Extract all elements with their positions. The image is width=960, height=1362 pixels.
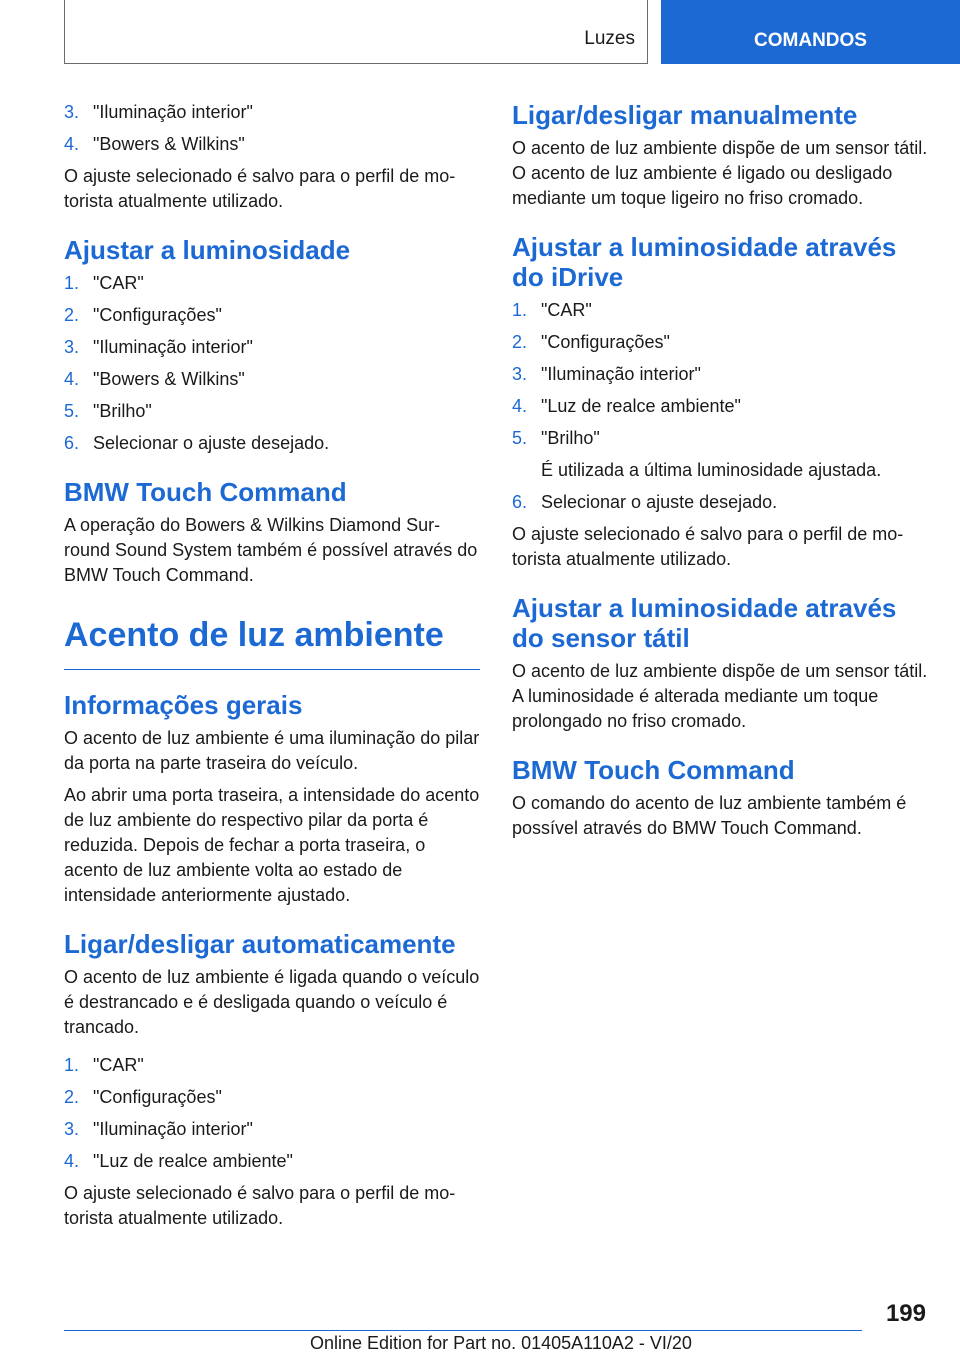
list-item bbox=[64, 1085, 480, 1110]
list-number: 4. bbox=[64, 1151, 80, 1171]
heading-automatic-on-off: Ligar/desligar automaticamente bbox=[64, 929, 456, 959]
list-number: 1. bbox=[512, 300, 528, 320]
heading-bmw-touch-command: BMW Touch Command bbox=[512, 755, 795, 785]
list-item bbox=[64, 100, 480, 125]
paragraph: O acento de luz ambiente dispõe de um sensor tátil. A luminosidade é alterada mediante um toque prolongado no friso cromado. bbox=[512, 661, 928, 731]
list-text: "CAR" bbox=[541, 300, 592, 320]
list-item bbox=[512, 394, 928, 419]
paragraph: A operação do Bowers & Wilkins Diamond Surround Sound System também é possível através do BMW Touch Command. bbox=[64, 515, 478, 585]
list-number: 1. bbox=[64, 1055, 80, 1075]
heading-brightness-touch-sensor: Ajustar a luminosidade através do sensor tátil bbox=[512, 593, 897, 653]
list-text: "Luz de realce ambiente" bbox=[541, 396, 741, 416]
list-number: 2. bbox=[64, 305, 80, 325]
list-text: "Brilho" bbox=[541, 428, 600, 448]
paragraph: O ajuste selecionado é salvo para o perfil de motorista atualmente utilizado. bbox=[64, 166, 456, 211]
list-item bbox=[64, 367, 480, 392]
list-text: "Iluminação interior" bbox=[93, 337, 253, 357]
paragraph: O ajuste selecionado é salvo para o perfil de motorista atualmente utilizado. bbox=[64, 1183, 456, 1228]
header-chapter-tab bbox=[661, 0, 960, 64]
list-text: "CAR" bbox=[93, 1055, 144, 1075]
list-item bbox=[64, 1053, 480, 1078]
list-item bbox=[64, 431, 480, 456]
list-number: 4. bbox=[64, 134, 80, 154]
list-item bbox=[64, 132, 480, 157]
header-section-box bbox=[64, 0, 648, 64]
footer-edition: Online Edition for Part no. 01405A110A2 - VI/20 bbox=[310, 1333, 692, 1353]
header-chapter-title: COMANDOS bbox=[754, 30, 867, 51]
list-item bbox=[64, 1117, 480, 1142]
list-text-group bbox=[541, 426, 881, 483]
list-text: "Iluminação interior" bbox=[541, 364, 701, 384]
list-text: "Configurações" bbox=[93, 1087, 222, 1107]
list-number: 6. bbox=[64, 433, 80, 453]
list-number: 6. bbox=[512, 492, 528, 512]
list-item bbox=[64, 271, 480, 296]
page-number: 199 bbox=[885, 1300, 926, 1327]
paragraph: O acento de luz ambiente é uma iluminação do pilar da porta na parte traseira do veículo. bbox=[64, 728, 480, 773]
list-number: 5. bbox=[512, 428, 528, 448]
header-section-title: Luzes bbox=[584, 28, 635, 49]
list-number: 1. bbox=[64, 273, 80, 293]
right-column bbox=[512, 100, 928, 848]
list-item bbox=[64, 399, 480, 424]
list-item bbox=[64, 335, 480, 360]
heading-adjust-brightness: Ajustar a luminosidade bbox=[64, 235, 351, 265]
heading-brightness-idrive: Ajustar a luminosidade através do iDrive bbox=[512, 232, 897, 292]
heading-bmw-touch-command: BMW Touch Command bbox=[64, 477, 347, 507]
paragraph: O acento de luz ambiente é ligada quando o veículo é destrancado e é desligada quando o veículo é trancado. bbox=[64, 967, 480, 1037]
heading-general-information: Informações gerais bbox=[64, 690, 303, 720]
list-item bbox=[512, 490, 928, 515]
paragraph: Ao abrir uma porta traseira, a intensidade do acento de luz ambiente do respectivo pilar da porta é reduzida. Depois de fechar a porta traseira, o acento de luz ambiente volta ao estado de intensidade anteriormente ajustado. bbox=[64, 785, 480, 905]
paragraph: O comando do acento de luz ambiente também é possível através do BMW Touch Command. bbox=[512, 793, 907, 838]
list-item bbox=[64, 303, 480, 328]
list-number: 5. bbox=[64, 401, 80, 421]
list-text: "Iluminação interior" bbox=[93, 1119, 253, 1139]
list-item bbox=[512, 362, 928, 387]
list-number: 3. bbox=[64, 337, 80, 357]
list-subtext: É utilizada a última luminosidade ajustada. bbox=[541, 460, 882, 480]
list-text: "Bowers & Wilkins" bbox=[93, 369, 245, 389]
list-item bbox=[512, 426, 928, 483]
list-text: "Bowers & Wilkins" bbox=[93, 134, 245, 154]
list-text: "Configurações" bbox=[541, 332, 670, 352]
list-text: "Luz de realce ambiente" bbox=[93, 1151, 293, 1171]
footer-divider bbox=[64, 1330, 862, 1331]
paragraph: O ajuste selecionado é salvo para o perfil de motorista atualmente utilizado. bbox=[512, 524, 904, 569]
list-d bbox=[512, 298, 928, 515]
list-item bbox=[512, 298, 928, 323]
list-item bbox=[512, 330, 928, 355]
list-text: Selecionar o ajuste desejado. bbox=[93, 433, 330, 453]
list-number: 4. bbox=[512, 396, 528, 416]
left-column bbox=[64, 100, 480, 1238]
heading-manual-on-off: Ligar/desligar manualmente bbox=[512, 100, 858, 130]
list-number: 3. bbox=[64, 102, 80, 122]
list-a bbox=[64, 100, 480, 157]
list-text: Selecionar o ajuste desejado. bbox=[541, 492, 778, 512]
list-text: "Configurações" bbox=[93, 305, 222, 325]
list-number: 4. bbox=[64, 369, 80, 389]
list-number: 3. bbox=[64, 1119, 80, 1139]
list-text: "Brilho" bbox=[93, 401, 152, 421]
list-b bbox=[64, 271, 480, 456]
paragraph: O acento de luz ambiente dispõe de um sensor tátil. O acento de luz ambiente é ligado ou desligado mediante um toque ligeiro no friso cromado. bbox=[512, 138, 928, 208]
list-item bbox=[64, 1149, 480, 1174]
list-number: 3. bbox=[512, 364, 528, 384]
list-number: 2. bbox=[512, 332, 528, 352]
list-c bbox=[64, 1053, 480, 1174]
list-text: "CAR" bbox=[93, 273, 144, 293]
list-number: 2. bbox=[64, 1087, 80, 1107]
list-text: "Iluminação interior" bbox=[93, 102, 253, 122]
heading-ambient-light-accent: Acento de luz ambiente bbox=[64, 615, 480, 670]
